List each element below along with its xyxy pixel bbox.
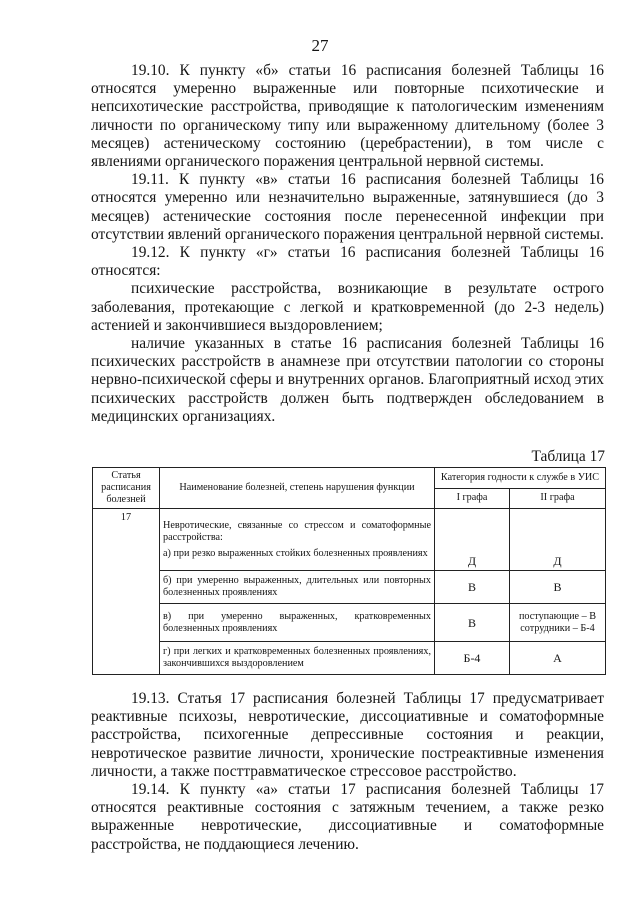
row-b-col1: В bbox=[435, 571, 510, 604]
row-b-name: б) при умеренно выраженных, длительных или повторных болезненных проявлениях bbox=[160, 571, 435, 604]
row-c-col2-line1: поступающие – В bbox=[518, 610, 597, 622]
row-c-name: в) при умеренно выраженных, кратковременных болезненных проявлениях bbox=[160, 604, 435, 642]
table-caption: Таблица 17 bbox=[531, 448, 605, 465]
paragraph-19-12-item-2: наличие указанных в статье 16 расписания болезней Таблицы 16 психических расстройств в анамнезе при отсутствии патологии со стороны нервно-психической сферы и внутренних органов. Благоприятный исход этих психических расстройств должен быть подтвержден обследованием в медицинских организациях. bbox=[91, 335, 604, 425]
row-a-col1: Д bbox=[435, 509, 510, 571]
row-d-col2: А bbox=[510, 642, 606, 675]
row-c-col2-line2: сотрудники – Б-4 bbox=[520, 622, 595, 634]
row-c-col2 bbox=[510, 604, 606, 642]
row-d-name: г) при легких и кратковременных болезненных проявлениях, закончившихся выздоровлением bbox=[160, 642, 435, 675]
table-row bbox=[93, 642, 606, 675]
article-number: 17 bbox=[93, 509, 160, 675]
paragraph-19-14: 19.14. К пункту «а» статьи 17 расписания болезней Таблицы 17 относятся реактивные состояния с затяжным течением, а также резко выраженные невротические, диссоциативные и соматоформные расстройства, не поддающиеся лечению. bbox=[91, 781, 604, 853]
header-article: Статья расписания болезней bbox=[93, 468, 160, 509]
row-a-name bbox=[160, 509, 435, 571]
row-a-col2: Д bbox=[510, 509, 606, 571]
body-text-top bbox=[91, 62, 604, 426]
header-category: Категория годности к службе в УИС bbox=[435, 468, 606, 489]
paragraph-19-10: 19.10. К пункту «б» статьи 16 расписания болезней Таблицы 16 относятся умеренно выраженные или повторные психотические и непсихотические расстройства, приводящие к патологическим изменениям личности по органическому типу или выраженному длительному (более 3 месяцев) астеническому состоянию (церебрастении), в том числе с явлениями органического поражения центральной нервной системы. bbox=[91, 62, 604, 171]
row-d-col1: Б-4 bbox=[435, 642, 510, 675]
paragraph-19-13: 19.13. Статья 17 расписания болезней Таблицы 17 предусматривает реактивные психозы, невротические, диссоциативные и соматоформные расстройства, психогенные депрессивные состояния и реакции, невротическое развитие личности, хронические постреактивные изменения личности, а также посттравматическое стрессовое расстройство. bbox=[91, 690, 604, 780]
paragraph-19-12-item-1: психические расстройства, возникающие в результате острого заболевания, протекающие с легкой и кратковременной (до 2-3 недель) астенией и закончившиеся выздоровлением; bbox=[91, 280, 604, 334]
table-row bbox=[93, 604, 606, 642]
header-column-2: II графа bbox=[510, 488, 606, 509]
table-header-row bbox=[93, 468, 606, 489]
row-c-col1: В bbox=[435, 604, 510, 642]
table-17 bbox=[92, 467, 606, 675]
header-disease-name: Наименование болезней, степень нарушения функции bbox=[160, 468, 435, 509]
table-row bbox=[93, 509, 606, 571]
row-b-col2: В bbox=[510, 571, 606, 604]
table-intro: Невротические, связанные со стрессом и соматоформные расстройства: bbox=[163, 519, 431, 543]
table-row bbox=[93, 571, 606, 604]
header-column-1: I графа bbox=[435, 488, 510, 509]
body-text-bottom bbox=[91, 690, 604, 854]
page-number: 27 bbox=[311, 36, 329, 55]
paragraph-19-12: 19.12. К пункту «г» статьи 16 расписания болезней Таблицы 16 относятся: bbox=[91, 244, 604, 280]
paragraph-19-11: 19.11. К пункту «в» статьи 16 расписания болезней Таблицы 16 относятся умеренно или незначительно выраженные, затянувшиеся (до 3 месяцев) астенические состояния после перенесенной инфекции при отсутствии явлений органического поражения центральной нервной системы. bbox=[91, 171, 604, 243]
row-a-text: а) при резко выраженных стойких болезненных проявлениях bbox=[163, 547, 428, 559]
